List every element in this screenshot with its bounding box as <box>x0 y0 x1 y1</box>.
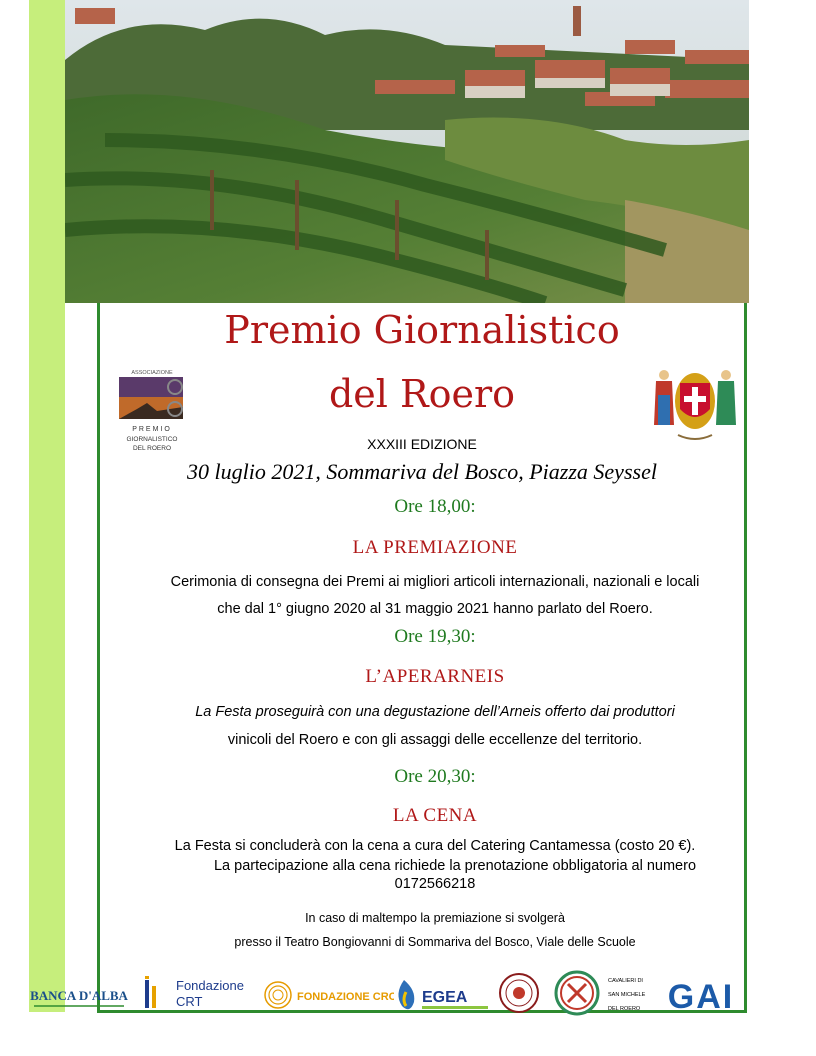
event-time-1: Ore 18,00: <box>394 496 476 517</box>
weather-note-2: presso il Teatro Bongiovanni di Sommariva del Bosco, Viale delle Scuole <box>234 935 636 949</box>
event-text-3b: La partecipazione alla cena richiede la prenotazione obbligatoria al numero <box>213 858 697 874</box>
sponsor-logos <box>20 964 790 1024</box>
svg-text:GAI: GAI <box>667 978 735 1012</box>
svg-text:DEL ROERO: DEL ROERO <box>608 1006 641 1012</box>
fondazione-crc-logo <box>264 978 394 1012</box>
svg-text:EGEA: EGEA <box>422 989 468 1006</box>
date-place: 30 luglio 2021, Sommariva del Bosco, Piazza Seyssel <box>187 459 657 484</box>
event-heading-3: LA CENA <box>392 805 478 826</box>
event-text-3c: 0172566218 <box>394 876 476 892</box>
svg-text:BANCA D'ALBA: BANCA D'ALBA <box>30 988 128 1003</box>
title-line-1: Premio Giornalistico <box>224 308 620 352</box>
vineyard-photo <box>65 0 749 303</box>
seal-logo <box>498 972 540 1014</box>
event-heading-2: L’APERARNEIS <box>365 666 505 687</box>
svg-text:FONDAZIONE CRC: FONDAZIONE CRC <box>297 991 394 1003</box>
svg-text:SAN MICHELE: SAN MICHELE <box>608 992 646 998</box>
event-time-3: Ore 20,30: <box>394 766 476 787</box>
svg-text:CAVALIERI DI: CAVALIERI DI <box>608 978 643 984</box>
svg-text:CRT: CRT <box>176 994 203 1009</box>
event-heading-1: LA PREMIAZIONE <box>352 537 518 558</box>
banca-alba-logo <box>24 982 134 1012</box>
cavalieri-logo <box>608 974 656 1014</box>
event-text-1b: che dal 1° giugno 2020 al 31 maggio 2021 hanno parlato del Roero. <box>217 601 653 617</box>
left-green-strip <box>29 0 65 1012</box>
fondazione-crt-logo <box>143 976 265 1012</box>
edition-label: XXXIII EDIZIONE <box>367 436 477 452</box>
svg-text:ASSOCIAZIONE: ASSOCIAZIONE <box>131 370 173 376</box>
title-line-2: del Roero <box>328 372 516 416</box>
gai-logo <box>656 978 746 1012</box>
svg-text:GIORNALISTICO: GIORNALISTICO <box>126 436 178 443</box>
svg-text:DEL ROERO: DEL ROERO <box>132 445 172 452</box>
svg-text:Fondazione: Fondazione <box>176 978 244 993</box>
svg-text:PREMIO: PREMIO <box>132 426 172 433</box>
weather-note-1: In caso di maltempo la premiazione si svolgerà <box>305 911 565 925</box>
event-time-2: Ore 19,30: <box>394 626 476 647</box>
event-text-2a: La Festa proseguirà con una degustazione dell’Arneis offerto dai produttori <box>195 704 675 720</box>
event-text-3a: La Festa si concluderà con la cena a cura del Catering Cantamessa (costo 20 €). <box>174 838 696 854</box>
egea-logo <box>392 976 492 1014</box>
event-text-1a: Cerimonia di consegna dei Premi ai migliori articoli internazionali, nazionali e locali <box>170 574 700 590</box>
circular-emblem-logo <box>554 970 600 1016</box>
event-text-2b: vinicoli del Roero e con gli assaggi delle eccellenze del territorio. <box>227 732 643 748</box>
